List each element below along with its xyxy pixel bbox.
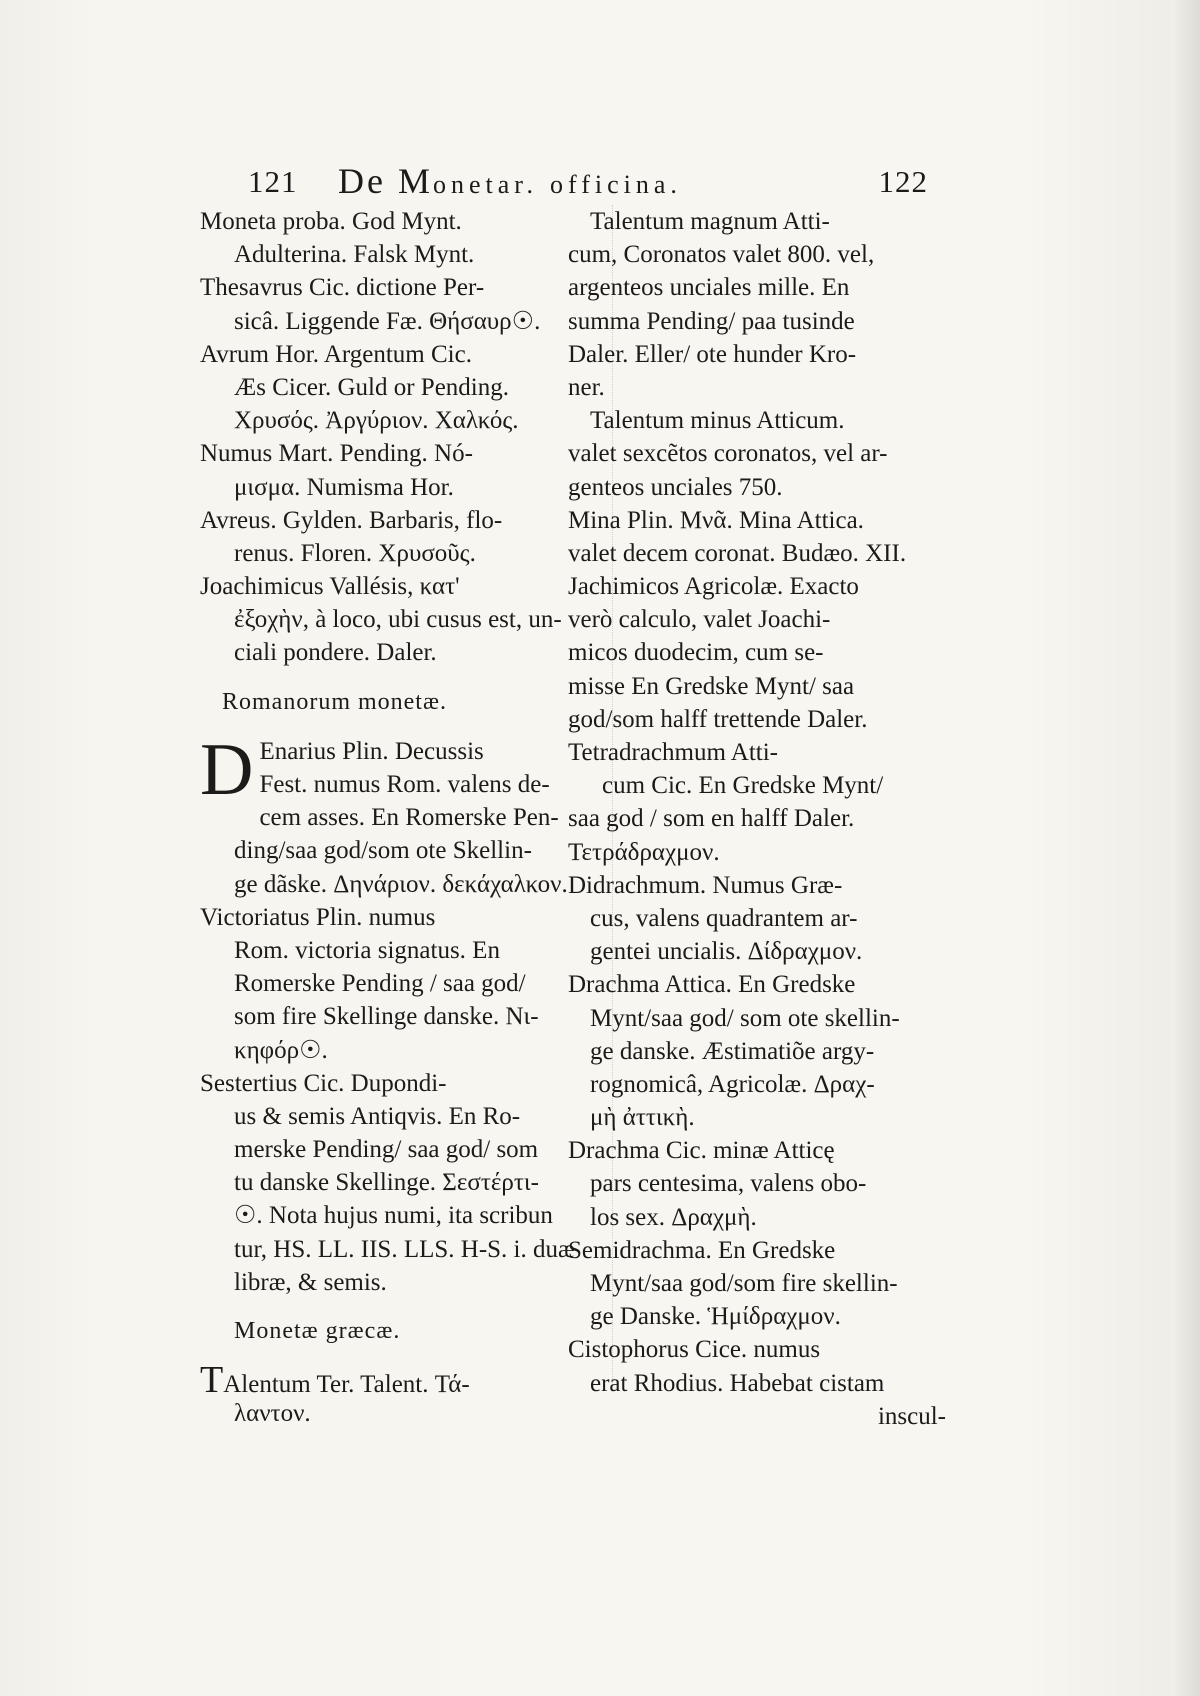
- text-line: Χρυσός. Ἀργύριον. Χαλκός.: [234, 407, 519, 435]
- text-line: Jachimicos Agricolæ. Exacto: [568, 573, 859, 601]
- text-span: Alentum Ter. Talent. Τά-: [223, 1371, 470, 1399]
- title-part-1: onetar.: [433, 170, 539, 199]
- text-line: los sex. Δραχμὴ.: [590, 1203, 757, 1231]
- text-line: us & semis Antiqvis. En Ro-: [234, 1102, 521, 1130]
- section-heading: Monetæ græcæ.: [234, 1318, 401, 1344]
- text-line: Sestertius Cic. Dupondi-: [200, 1069, 447, 1097]
- text-line: genteos unciales 750.: [568, 473, 783, 501]
- running-header: [248, 160, 928, 200]
- text-line: Numus Mart. Pending. Nó-: [200, 440, 473, 468]
- text-line: μὴ ἀττικὴ.: [590, 1104, 695, 1132]
- text-line: μισμα. Numisma Hor.: [234, 473, 454, 501]
- text-line: ἐξοχὴν, à loco, ubi cusus est, un-: [234, 606, 562, 634]
- text-line: verò calculo, valet Joachi-: [568, 606, 831, 634]
- text-line: sicâ. Liggende Fæ. Θήσαυρ☉.: [234, 307, 541, 335]
- text-line: Tetradrachmum Atti-: [568, 739, 778, 766]
- text-line: libræ, & semis.: [234, 1268, 387, 1296]
- text-line: cum Cic. En Gredske Mynt/: [602, 772, 884, 800]
- drop-cap: D: [200, 728, 254, 811]
- text-line: merske Pending/ saa god/ som: [234, 1136, 539, 1164]
- text-line: rognomicâ, Agricolæ. Δραχ-: [590, 1070, 875, 1098]
- text-line: ciali pondere. Daler.: [234, 639, 437, 667]
- text-line: misse En Gredske Mynt/ saa: [568, 672, 855, 700]
- text-line: λαντον.: [234, 1400, 311, 1428]
- text-line: Mynt/saa god/ som ote skellin-: [590, 1004, 900, 1032]
- text-line: κηφόρ☉.: [234, 1036, 328, 1064]
- text-line: tur, HS. LL. IIS. LLS. H-S. i. duæ: [234, 1235, 575, 1263]
- page-title: [338, 160, 682, 202]
- text-line: Avreus. Gylden. Barbaris, flo-: [200, 506, 503, 534]
- text-line: [200, 1359, 572, 1402]
- text-line: renus. Floren. Χρυσοῦς.: [234, 539, 476, 567]
- text-line: god/som halff trettende Daler.: [568, 705, 868, 733]
- text-line: Æs Cicer. Guld or Pending.: [234, 373, 509, 401]
- text-line: som fire Skellinge danske. Νι-: [234, 1003, 539, 1031]
- text-line: Fest. numus Rom. valens de-: [259, 771, 550, 798]
- text-line: argenteos unciales mille. En: [568, 274, 850, 302]
- text-line: ☉. Nota hujus numi, ita scribun: [234, 1202, 553, 1230]
- section-heading: Romanorum monetæ.: [222, 688, 447, 715]
- text-line: Victoriatus Plin. numus: [200, 903, 436, 931]
- text-line: Adulterina. Falsk Mynt.: [234, 241, 475, 269]
- text-line: ge danske. Æstimatiõe argy-: [590, 1037, 875, 1065]
- text-line: pars centesima, valens obo-: [590, 1170, 867, 1198]
- text-line: Mina Plin. Μνᾶ. Mina Attica.: [568, 506, 864, 534]
- text-line: Enarius Plin. Decussis: [259, 737, 484, 765]
- title-initial: De M: [338, 161, 433, 201]
- denarius-entry: [200, 728, 572, 811]
- text-line: Avrum Hor. Argentum Cic.: [200, 340, 472, 368]
- text-line: Moneta proba. God Mynt.: [200, 208, 462, 235]
- text-line: ding/saa god/som ote Skellin-: [234, 837, 532, 865]
- text-line: saa god / som en halff Daler.: [568, 805, 855, 833]
- text-line: cus, valens quadrantem ar-: [590, 904, 858, 932]
- text-line: Semidrachma. En Gredske: [568, 1236, 836, 1264]
- text-line: Daler. Eller/ ote hunder Kro-: [568, 340, 857, 368]
- spine-shadow: [1174, 0, 1200, 1696]
- text-line: valet decem coronat. Budæo. XII.: [568, 539, 907, 567]
- page-number-right: 122: [878, 164, 928, 199]
- text-line: Drachma Attica. En Gredske: [568, 971, 856, 999]
- text-line: Talentum minus Atticum.: [590, 407, 845, 435]
- text-line: Rom. victoria signatus. En: [234, 936, 500, 964]
- text-line: Talentum magnum Atti-: [590, 208, 830, 235]
- right-column: [568, 205, 946, 1433]
- text-line: Romerske Pending / saa god/: [234, 970, 526, 998]
- text-line: Cistophorus Cice. numus: [568, 1336, 821, 1364]
- text-line: Joachimicus Vallésis, κατ': [200, 573, 460, 601]
- text-line: cem asses. En Romerske Pen-: [259, 804, 559, 832]
- catchword: inscul-: [877, 1402, 946, 1430]
- title-part-2: officina.: [550, 170, 682, 199]
- text-line: ner.: [568, 373, 605, 401]
- left-column: [200, 205, 575, 1431]
- text-line: Didrachmum. Numus Græ-: [568, 871, 843, 899]
- text-line: tu danske Skellinge. Σεστέρτι-: [234, 1169, 539, 1197]
- text-line: cum, Coronatos valet 800. vel,: [568, 241, 875, 269]
- text-line: micos duodecim, cum se-: [568, 639, 824, 667]
- text-line: ge dãske. Δηνάριον. δεκάχαλκον.: [234, 870, 568, 898]
- text-line: ge Danske. Ἡμίδραχμον.: [590, 1303, 841, 1331]
- drop-cap: T: [200, 1359, 224, 1402]
- text-line: valet sexcẽtos coronatos, vel ar-: [568, 440, 888, 468]
- text-line: Thesavrus Cic. dictione Per-: [200, 274, 485, 302]
- text-line: erat Rhodius. Habebat cistam: [590, 1369, 885, 1397]
- text-line: summa Pending/ paa tusinde: [568, 307, 855, 335]
- text-line: Τετράδραχμον.: [568, 838, 720, 866]
- text-line: Drachma Cic. minæ Atticę: [568, 1137, 835, 1165]
- text-line: Mynt/saa god/som fire skellin-: [590, 1270, 898, 1297]
- text-line: gentei uncialis. Δίδραχμον.: [590, 938, 863, 966]
- page-number-left: 121: [248, 164, 298, 199]
